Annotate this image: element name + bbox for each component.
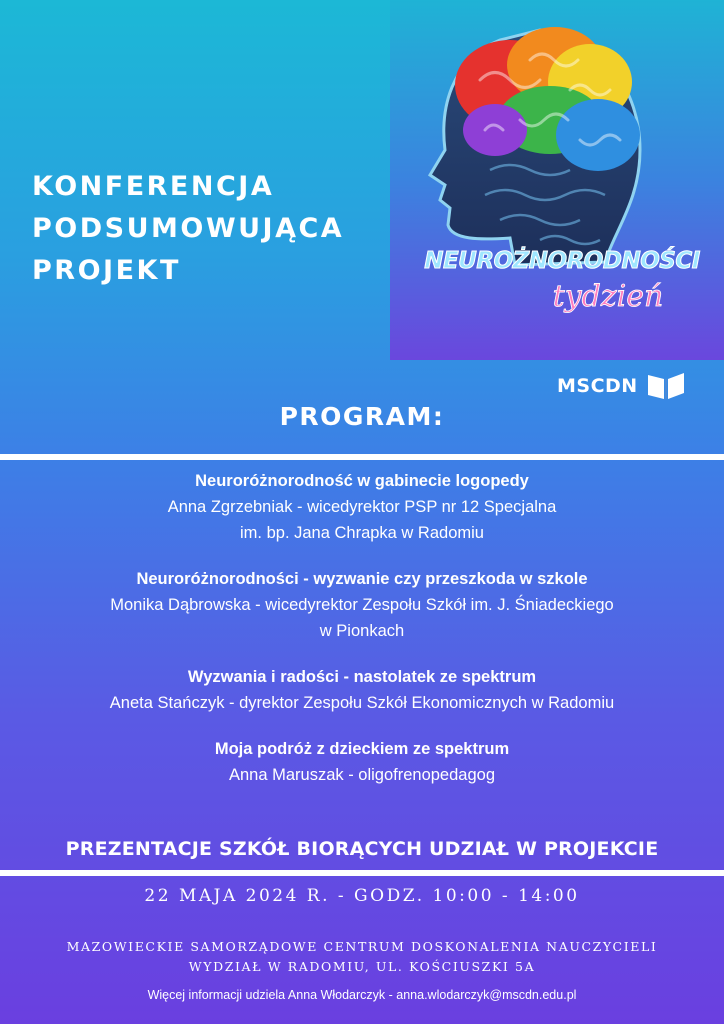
speaker-line: Anna Zgrzebniak - wicedyrektor PSP nr 12 Specjalna	[167, 498, 557, 516]
speaker-line: Anna Maruszak - oligofrenopedagog	[228, 766, 495, 784]
organizer-address	[0, 937, 724, 977]
brain-head-illustration	[390, 0, 724, 360]
image-title-line-2: tydzień	[552, 279, 664, 314]
program-list	[0, 468, 724, 808]
title-line-1: KONFERENCJA	[32, 171, 275, 202]
brain-purple-lobe	[463, 104, 527, 156]
program-item	[0, 664, 724, 716]
speaker-line: Monika Dąbrowska - wicedyrektor Zespołu Szkół im. J. Śniadeckiego	[110, 596, 614, 614]
top-divider	[0, 454, 724, 460]
talk-title: Neuroróżnorodności - wyzwanie czy przeszkoda w szkole	[136, 570, 588, 588]
program-item	[0, 736, 724, 788]
organizer-location: WYDZIAŁ W RADOMIU, UL. KOŚCIUSZKI 5A	[188, 959, 536, 974]
program-heading: PROGRAM:	[279, 402, 445, 431]
program-item	[0, 468, 724, 546]
talk-title: Wyzwania i radości - nastolatek ze spektrum	[187, 668, 537, 686]
speaker-line: Aneta Stańczyk - dyrektor Zespołu Szkół Ekonomicznych w Radomiu	[109, 694, 615, 712]
mscdn-logo	[557, 370, 686, 402]
brain-blue-lobe	[556, 99, 640, 171]
open-book-icon	[646, 371, 686, 401]
talk-title: Neuroróżnorodność w gabinecie logopedy	[195, 472, 529, 490]
bottom-divider	[0, 870, 724, 876]
title-line-2: PODSUMOWUJĄCA	[32, 213, 345, 244]
contact-info: Więcej informacji udziela Anna Włodarczyk - anna.wlodarczyk@mscdn.edu.pl	[147, 988, 577, 1002]
talk-title: Moja podróż z dzieckiem ze spektrum	[214, 740, 510, 758]
image-title-line-1: NEUROŻNORODNOŚCI	[424, 248, 700, 274]
title-line-3: PROJEKT	[32, 255, 181, 286]
event-date-time: 22 MAJA 2024 R. - GODZ. 10:00 - 14:00	[144, 886, 580, 906]
neurodiversity-week-image	[390, 0, 724, 360]
logo-text: MSCDN	[557, 375, 638, 397]
school-presentations-heading: PREZENTACJE SZKÓŁ BIORĄCYCH UDZIAŁ W PROJEKCIE	[65, 838, 659, 860]
conference-title	[32, 166, 344, 292]
program-item	[0, 566, 724, 644]
organizer-name: MAZOWIECKIE SAMORZĄDOWE CENTRUM DOSKONALENIA NAUCZYCIELI	[66, 939, 658, 954]
speaker-line: im. bp. Jana Chrapka w Radomiu	[240, 524, 484, 542]
speaker-line: w Pionkach	[319, 622, 405, 640]
